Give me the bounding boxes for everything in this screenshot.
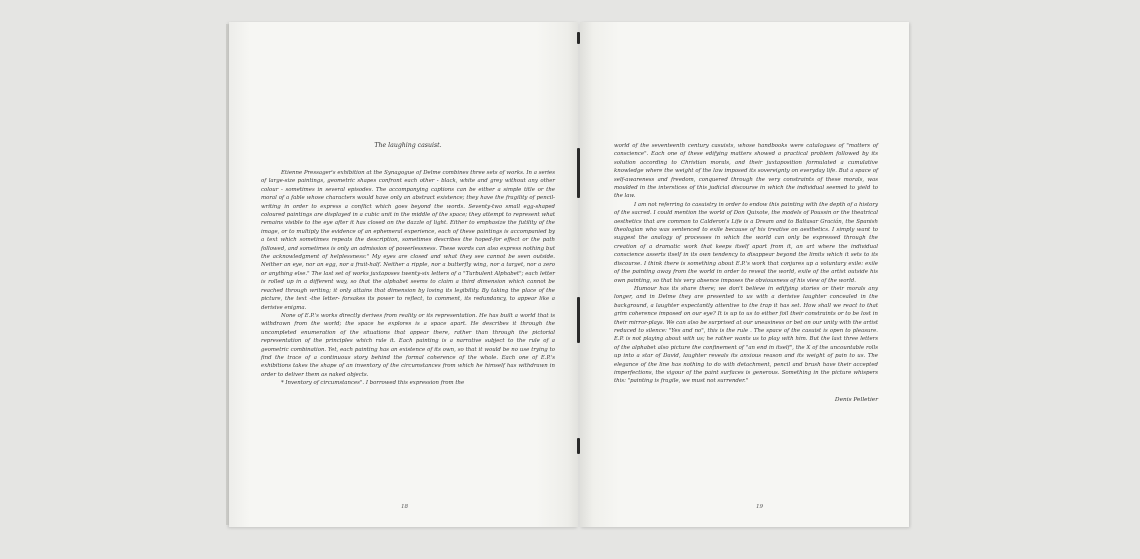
paragraph: None of E.P.'s works directly derives from reality or its representation. He has built a world that is withdrawn from the world; the space he explores is a space apart. He describes it through the uncompleted enumeration of the situations that appear there, rather than through the pictorial representation of the principles which rule it. Each painting is a narrative subject to the rule of a geometric combination. Yet, each painting has an existence of its own, so that it would be no use trying to find the trace of a continuous story behind the formal coherence of the whole. Each one of E.P.'s exhibitions takes the shape of an inventory of the circumstances from which he himself has withdrawn in order to deliver them as naked objects. (261, 312, 555, 378)
paragraph: Etienne Pressager's exhibition at the Synagogue of Delme combines three sets of works. In a series of large-size paintings, geometric shapes confront each other - black, white and grey without any other colour - sometimes in several episodes. The accompanying captions can be either a simple title or the moral of a fable whose characters would have only an abstract existence; they have the fragility of pencil-writing in order to express a conflict which goes beyond the words. Seventy-two small egg-shaped coloured paintings are displayed in a cubic unit in the middle of the space; they attempt to represent what remains visible to the eye after it has closed on the dazzle of light. Either to emphasize the futility of the image, or to multiply the evidence of an ephemeral experience, each of these paintings is accompanied by a text which sometimes repeats the description, sometimes describes the hoped-for effect or the path followed, and sometimes is only an admission of powerlessness. These words can also express nothing but the acknowledgment of helplessness:" My eyes are closed and what they see cannot be seen outside. Neither an eye, nor an egg, nor a fruit-half. Neither a ripple, nor a butterfly wing, nor a target, nor a zero or anything else." The last set of works juxtaposes twenty-six letters of a "Turbulent Alphabet"; each letter is rolled up in a different way, so that the alphabet seems to claim a third dimension which cannot be reached through writing; it only attains that dimension by losing its legibility. By taking the place of the picture, the text -the letter- forsakes its power to reflect, to comment, its redundancy, to appear like a derisive enigma. (261, 170, 555, 311)
author-signature: Denis Pelletier (834, 396, 878, 403)
right-page-body (614, 142, 878, 404)
page-number: 18 (401, 504, 409, 510)
left-page (229, 22, 578, 527)
left-page-body (261, 169, 555, 388)
paragraph: I am not referring to casuistry in order to endow this painting with the depth of a history of the sacred. I could mention the world of Don Quixote, the models of Poussin or the theatrical aesthetics that are common to Calderon's Life is a Dream and to Baltasar Gracián, the Spanish theologian who was sentenced to exile because of his treatise on aesthetics. I simply want to suggest the analogy of processes in which the world can only be expressed through the creation of a dramatic work that keeps itself apart from it, an art where the individual conscience asserts itself in its own tendency to disappear beyond the limits which it sets to its discourse. I think there is something about E.P.'s work that conjures up a voluntary exile: exile of the painting away from the world in order to reveal the world, exile of the artist outside his own painting, so that his very absence imposes the obviousness of his view of the world. (614, 201, 878, 284)
page-number: 19 (756, 504, 764, 510)
paragraph: * Inventory of circumstances". I borrowed this expression from the (281, 380, 465, 387)
article-title: The laughing casuist. (374, 142, 442, 149)
paragraph: Humour has its share there; we don't believe in edifying stories or their morals any longer, and in Delme they are presented to us with a derisive laughter concealed in the background, a laughter expectantly attentive to the trap it has set. How shall we react to that grim coherence imposed on our eye? It is up to us to either foil their constraints or to be lost in their mirror-plays. We can also be surprised at our uneasiness or bet on our unity with the artist reduced to silence: "Yes and no", this is the rule . The space of the casuist is open to pleasure. E.P. is not playing about with us; he rather wants us to play with him. But the last three letters of the alphabet also picture the confinement of "an end in itself", the X of the uncountable rolls up into a star of David, laughter reveals its anxious reason and its weight of pain to us. The elegance of the line has nothing to do with detachment, pencil and brush have their accepted imperfections, the vigour of the paint surfaces is generous. Something in the picture whispers this: "painting is fragile, we must not surrender." (614, 285, 879, 385)
paragraph: world of the seventeenth century casuists, whose handbooks were catalogues of "matters of conscience". Each one of these edifying matters showed a practical problem followed by its solution according to Christian morals, and their juxtaposition formulated a cumulative knowledge where the weight of the law imposed its sovereignty on everyday life. But a space of self-awareness and freedom, conquered through the very constraints of these morals, was moulded in the interstices of this judicial discourse in which the individual seemed to yield to the law. (614, 143, 878, 200)
right-page (580, 22, 909, 527)
